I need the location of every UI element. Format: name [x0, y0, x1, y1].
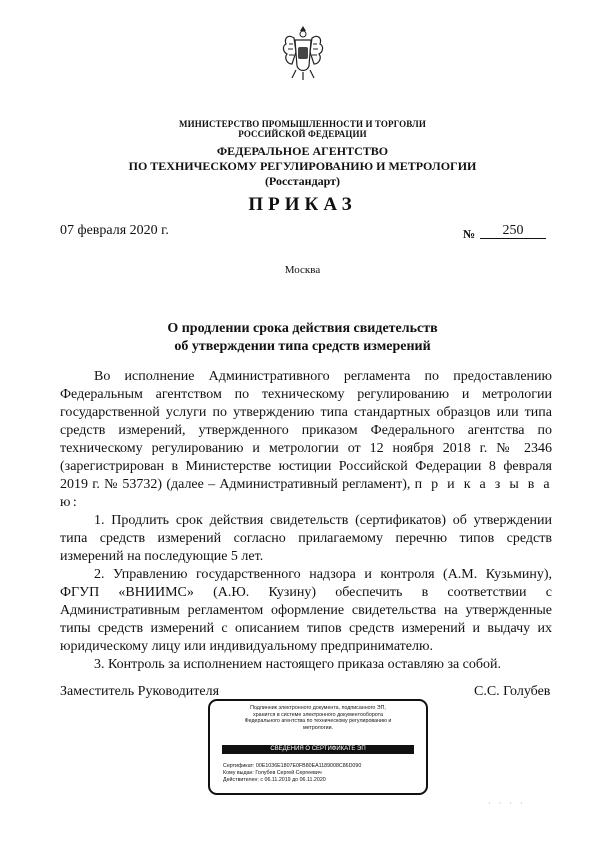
agency-line: ФЕДЕРАЛЬНОЕ АГЕНТСТВО [216, 144, 389, 158]
scan-artifact: · · · · [488, 799, 526, 808]
stamp-line: метрологии. [302, 724, 334, 731]
signatory-name: С.С. Голубев [474, 684, 551, 699]
ministry-line: МИНИСТЕРСТВО ПРОМЫШЛЕННОСТИ И ТОРГОВЛИ [179, 119, 426, 129]
electronic-signature-stamp [208, 699, 428, 795]
stamp-line: хранится в системе электронного документооборота [253, 711, 383, 718]
stamp-certificate-bar: СВЕДЕНИЯ О СЕРТИФИКАТЕ ЭП [222, 745, 414, 754]
order-title: ПРИКАЗ [248, 194, 357, 215]
order-word: п р и к а з ы в а ю: [60, 477, 553, 510]
ministry-header [0, 119, 605, 139]
subject-line: О продлении срока действия свидетельств [167, 321, 438, 336]
stamp-certificate-id: Сертификат: 00E1036E1807E0FB80EA1189008C86D090 [223, 763, 362, 769]
order-body [60, 368, 552, 674]
stamp-line: Федерального агентства по техническому регулированию и [244, 718, 392, 725]
intro-paragraph [60, 368, 552, 512]
order-item-1: 1. Продлить срок действия свидетельств (сертификатов) об утверждении типа средств измерений согласно прилагаемому перечню типов средств измерений на последующие 5 лет. [60, 513, 552, 564]
order-city: Москва [284, 264, 321, 276]
stamp-issued-to: Кому выдан: Голубев Сергей Сергеевич [223, 770, 322, 776]
signatory-position: Заместитель Руководителя [60, 684, 220, 699]
order-number-sign: № [463, 227, 476, 241]
agency-header [0, 144, 605, 189]
order-item-3: 3. Контроль за исполнением настоящего приказа оставляю за собой. [94, 657, 502, 672]
coat-of-arms-icon [280, 22, 326, 84]
order-number: 250 [480, 223, 546, 239]
stamp-line: Подлинник электронного документа, подписанного ЭП, [250, 705, 386, 711]
stamp-header [218, 705, 418, 731]
order-date: 07 февраля 2020 г. [60, 223, 169, 238]
intro-text: Во исполнение Административного регламента по предоставлению Федеральным агентством по техническому регулированию и метрологии государственной услуги по утверждению типа стандартных образцов или типа средств измерений, утвержденного приказом Федерального агентства по техническому регулированию и метрологии от 12 ноября 2018 г. № 2346 (зарегистрирован в Министерстве юстиции Российской Федерации 8 февраля 2019 г. № 53732) (далее – Административный регламент), [60, 369, 552, 492]
agency-line: ПО ТЕХНИЧЕСКОМУ РЕГУЛИРОВАНИЮ И МЕТРОЛОГИИ [128, 159, 477, 173]
order-subject [0, 320, 605, 356]
order-item-2: 2. Управлению государственного надзора и контроля (А.М. Кузьмину), ФГУП «ВНИИМС» (А.Ю. Кузину) обеспечить в соответствии с Административным регламентом оформление свидетельства на утвержденные типы средств измерений с описанием типов средств измерений и выдачу их юридическому лицу или индивидуальному предпринимателю. [60, 567, 552, 654]
agency-short-name: (Росстандарт) [264, 174, 341, 188]
ministry-line: РОССИЙСКОЙ ФЕДЕРАЦИИ [238, 129, 367, 139]
stamp-validity: Действителен: с 06.11.2019 до 06.11.2020 [223, 777, 326, 783]
subject-line: об утверждении типа средств измерений [174, 339, 431, 354]
